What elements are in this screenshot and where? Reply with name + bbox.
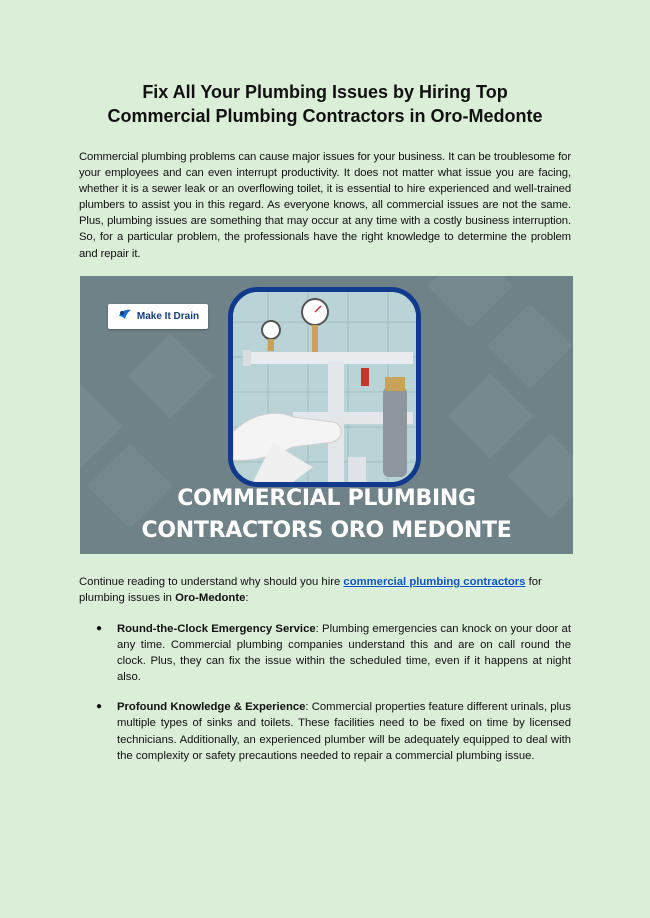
list-item-text: : Plumbing emergencies can knock on your door at any time. Commercial plumbing companies understand this and are on call round the clock. Plus, they can fix the issue within the scheduled time, even if it happens at night also. [117,623,571,684]
location-name: Oro-Medonte [175,592,246,605]
bullet-icon: ● [96,623,103,634]
list-item-text: : Commercial properties feature different urinals, plus multiple types of sinks and toilets. These facilities need to be fixed on time by licensed technicians. Additionally, an experienced plumber will be adequately equipped to deal with the complexity or safety precautions needed to repair a commercial plumbing issue. [117,701,571,762]
banner-heading [80,483,573,547]
page-title [40,80,610,128]
benefits-list [96,621,571,778]
banner-heading-line-2: CONTRACTORS ORO MEDONTE [141,518,512,543]
drain-logo-icon [117,307,133,326]
intro-paragraph: Commercial plumbing problems can cause major issues for your business. It can be troublesome for your employees and can even interrupt productivity. It does not matter what issue you are facing, whether it is a sewer leak or an overflowing toilet, it is essential to hire experienced and well-trained plumbers to assist you in this regard. As everyone knows, all commercial issues are not the same. Plus, plumbing issues are something that may occur at any time with a costly business interruption. So, for a particular problem, the professionals have the right knowledge to determine the problem and repair it. [79,151,571,260]
continue-text-middle: for plumbing issues in [79,576,542,605]
brand-logo [108,304,208,329]
list-item [96,699,571,763]
continue-paragraph [79,574,579,606]
banner-heading-line-1: COMMERCIAL PLUMBING [177,486,476,511]
list-item [96,621,571,685]
list-item-heading: Profound Knowledge & Experience [117,701,306,714]
logo-text: Make It Drain [136,311,200,322]
title-line-2: Commercial Plumbing Contractors in Oro-Medonte [107,106,543,126]
bullet-icon: ● [96,701,103,713]
continue-text-end: : [245,592,249,605]
banner-image [80,276,573,554]
list-item-heading: Round-the-Clock Emergency Service [117,623,316,635]
plumbing-photo [228,287,421,487]
continue-text-start: Continue reading to understand why should you hire [79,576,344,588]
title-line-1: Fix All Your Plumbing Issues by Hiring Top [142,82,508,102]
commercial-plumbing-contractors-link[interactable]: commercial plumbing contractors [343,576,526,588]
